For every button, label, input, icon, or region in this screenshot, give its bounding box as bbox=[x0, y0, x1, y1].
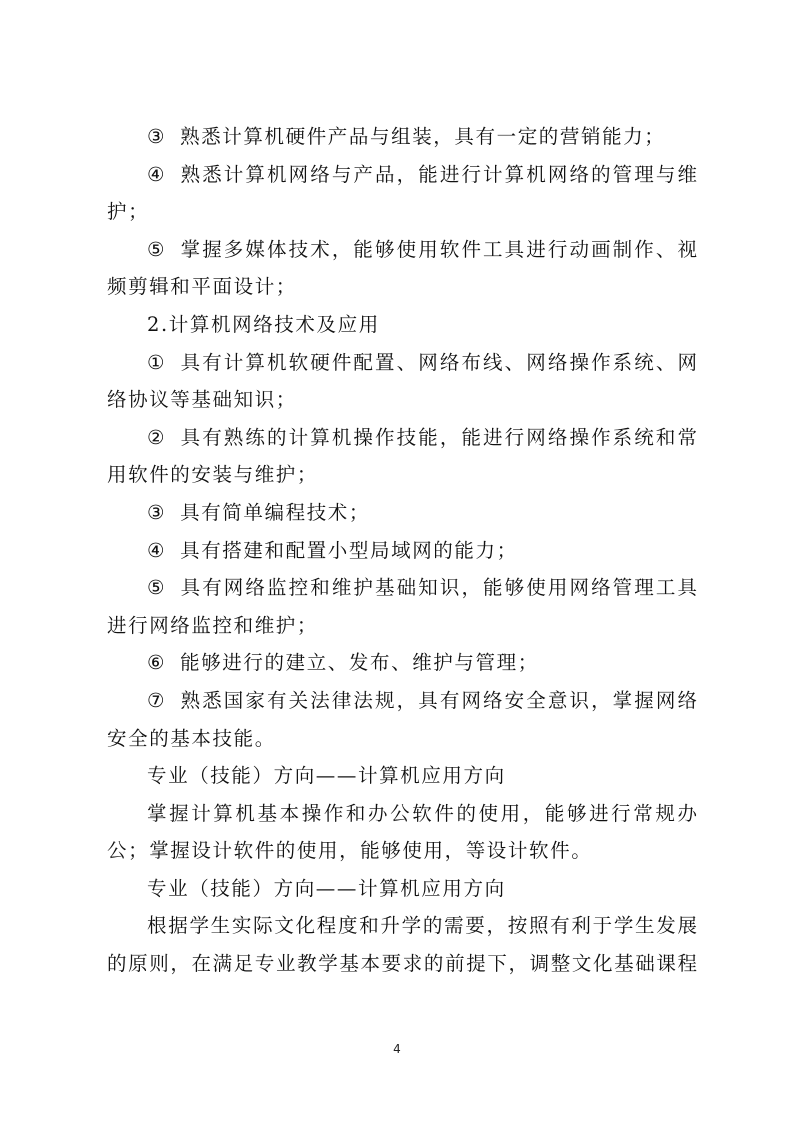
paragraph-line: 掌握计算机基本操作和办公软件的使用，能够进行常规办 bbox=[147, 801, 697, 825]
paragraph-line: 进行网络监控和维护； bbox=[107, 613, 319, 637]
paragraph-line: 频剪辑和平面设计； bbox=[107, 275, 297, 299]
paragraph-line: 安全的基本技能。 bbox=[107, 726, 276, 750]
paragraph-line: ④ 熟悉计算机网络与产品，能进行计算机网络的管理与维 bbox=[107, 156, 697, 194]
paragraph-line: ② 具有熟练的计算机操作技能，能进行网络操作系统和常 bbox=[107, 419, 697, 457]
paragraph-line: 的原则，在满足专业教学基本要求的前提下，调整文化基础课程 bbox=[107, 952, 697, 976]
item-number: ⑦ bbox=[147, 688, 165, 712]
item-number: ① bbox=[147, 350, 165, 374]
section-heading: 专业（技能）方向——计算机应用方向 bbox=[147, 764, 506, 788]
paragraph-line: 护； bbox=[107, 200, 150, 224]
section-heading: 2.计算机网络技术及应用 bbox=[147, 312, 380, 336]
paragraph-line: 根据学生实际文化程度和升学的需要，按照有利于学生发展 bbox=[147, 914, 697, 938]
item-number: ④ bbox=[147, 538, 167, 562]
paragraph-line: 用软件的安装与维护； bbox=[107, 463, 319, 487]
section-heading: 专业（技能）方向——计算机应用方向 bbox=[147, 876, 506, 900]
paragraph-line: ⑤ 具有网络监控和维护基础知识，能够使用网络管理工具 bbox=[107, 569, 697, 607]
item-number: ⑥ bbox=[147, 651, 167, 675]
item-number: ⑤ bbox=[147, 576, 165, 600]
paragraph-line: ① 具有计算机软硬件配置、网络布线、网络操作系统、网 bbox=[107, 344, 697, 382]
paragraph-line: ⑥ 能够进行的建立、发布、维护与管理； bbox=[107, 644, 697, 682]
paragraph-line: ④ 具有搭建和配置小型局域网的能力； bbox=[107, 532, 697, 570]
paragraph-line: ③ 具有简单编程技术； bbox=[107, 494, 697, 532]
paragraph-line: ⑦ 熟悉国家有关法律法规，具有网络安全意识，掌握网络 bbox=[107, 682, 697, 720]
paragraph-line: 公；掌握设计软件的使用，能够使用，等设计软件。 bbox=[107, 839, 593, 863]
paragraph-line: ⑤ 掌握多媒体技术，能够使用软件工具进行动画制作、视 bbox=[107, 231, 697, 269]
paragraph-line: ③ 熟悉计算机硬件产品与组装，具有一定的营销能力； bbox=[107, 118, 697, 156]
item-number: ③ bbox=[147, 500, 167, 524]
page-number: 4 bbox=[393, 1042, 401, 1056]
item-number: ② bbox=[147, 425, 165, 449]
item-number: ④ bbox=[147, 162, 165, 186]
item-number: ⑤ bbox=[147, 237, 165, 261]
paragraph-line: 络协议等基础知识； bbox=[107, 388, 297, 412]
body-text bbox=[107, 118, 697, 983]
item-number: ③ bbox=[147, 125, 167, 148]
